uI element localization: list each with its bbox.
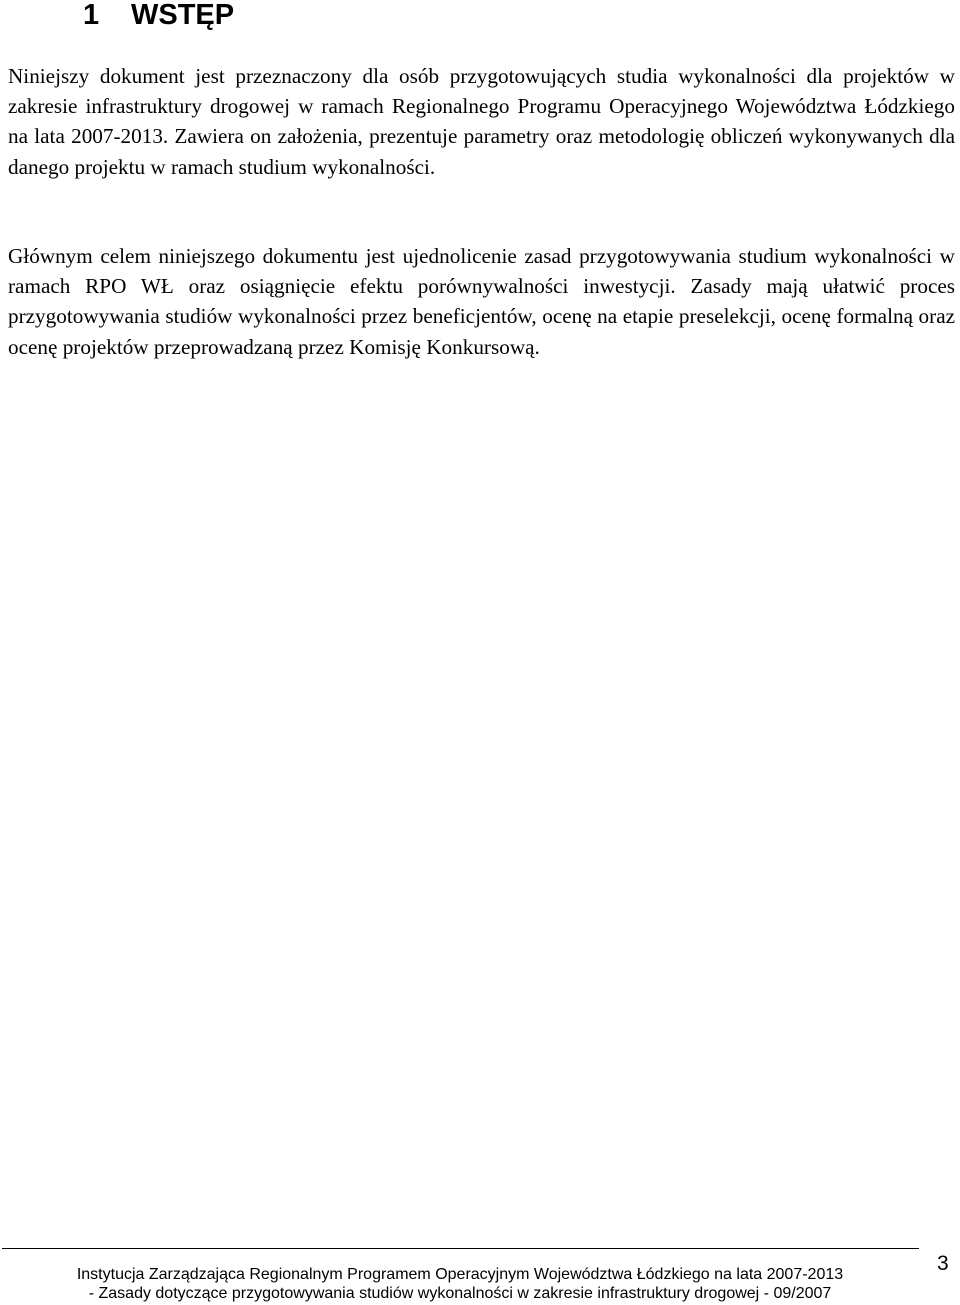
section-heading (83, 0, 234, 32)
footer-document-title: - Zasady dotyczące przygotowywania studiów wykonalności w zakresie infrastruktury drogowej - 09/2007 (88, 1285, 832, 1302)
section-number: 1 (83, 0, 100, 31)
page-number: 3 (937, 1252, 949, 1275)
footer-divider (2, 1248, 919, 1249)
intro-paragraph-1: Niniejszy dokument jest przeznaczony dla osób przygotowujących studia wykonalności dla projektów w zakresie infrastruktury drogowej w ramach Regionalnego Programu Operacyjnego Województwa Łódzkiego na lata 2007-2013. Zawiera on założenia, prezentuje parametry oraz metodologię obliczeń wykonywanych dla danego projektu w ramach studium wykonalności. (8, 64, 955, 179)
section-title: WSTĘP (131, 0, 235, 31)
intro-paragraph-2: Głównym celem niniejszego dokumentu jest ujednolicenie zasad przygotowywania studium wykonalności w ramach RPO WŁ oraz osiągnięcie efektu porównywalności inwestycji. Zasady mają ułatwić proces przygotowywania studiów wykonalności przez beneficjentów, ocenę na etapie preselekcji, ocenę formalną oraz ocenę projektów przeprowadzaną przez Komisję Konkursową. (8, 244, 955, 359)
footer-institution: Instytucja Zarządzająca Regionalnym Programem Operacyjnym Województwa Łódzkiego na lata 2007-2013 (76, 1266, 844, 1283)
